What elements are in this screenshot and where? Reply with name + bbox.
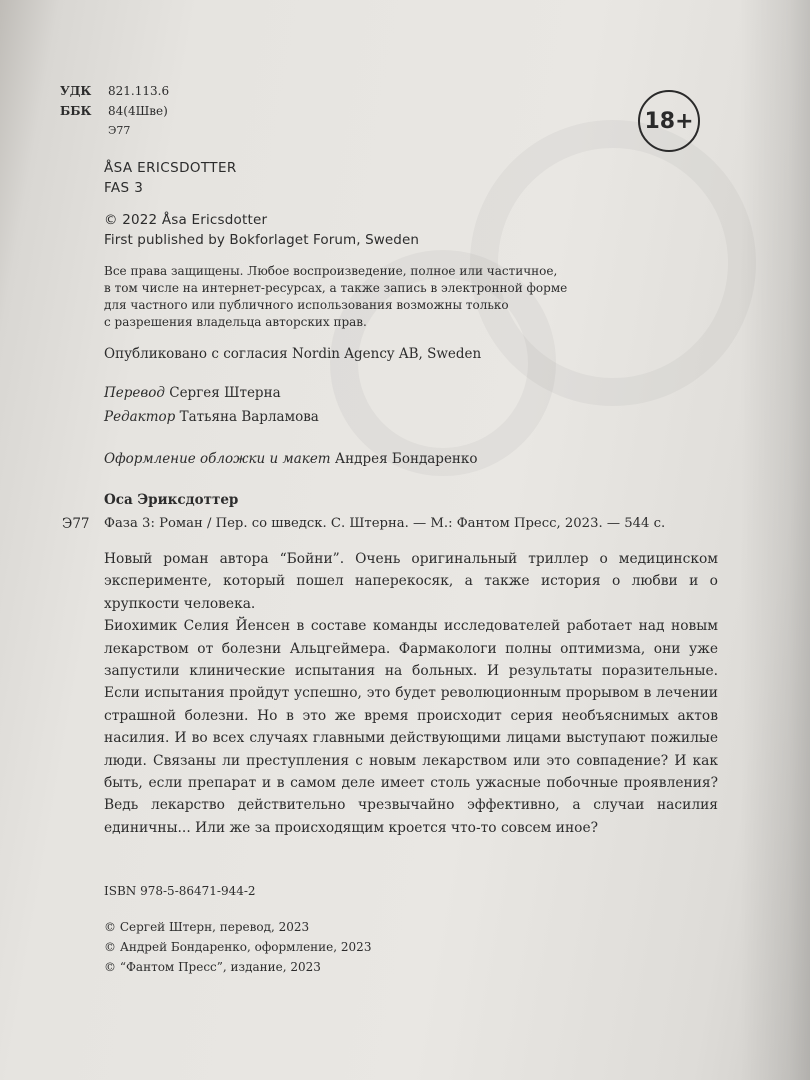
rights-notice-line: в том числе на интернет-ресурсах, а также запись в электронной форме <box>104 281 568 295</box>
copyright-line: © Андрей Бондаренко, оформление, 2023 <box>104 940 372 954</box>
copyright-line: © “Фантом Пресс”, издание, 2023 <box>104 960 321 974</box>
isbn: ISBN 978-5-86471-944-2 <box>104 884 256 898</box>
published-agreement: Опубликовано с согласия Nordin Agency AB, Sweden <box>104 346 482 362</box>
translation-name: Сергея Штерна <box>169 385 281 401</box>
design-name: Андрея Бондаренко <box>334 451 478 467</box>
annotation-paragraph: Биохимик Селия Йенсен в составе команды исследователей работает над новым лекарством от болезни Альцгеймера. Фармакологи полны оптимизма, они уже запустили клинические испытания на больных. И результаты поразительные. Если испытания пройдут успешно, это будет революционным прорывом в лечении страшной болезни. Но в это же время происходит серия необъяснимых актов насилия. И во всех случаях главными действующими лицами выступают пожилые люди. Связаны ли преступления с новым лекарством или это совпадение? И как быть, если препарат и в самом деле имеет столь ужасные побочные проявления? Ведь лекарство действительно чрезвычайно эффективно, а случаи насилия единичны... Или же за происходящим кроется что-то совсем иное? <box>104 618 718 836</box>
catalog-description: Фаза 3: Роман / Пер. со шведск. С. Штерна. — М.: Фантом Пресс, 2023. — 544 с. <box>104 516 666 531</box>
design-credit <box>104 451 478 467</box>
annotation <box>104 548 718 839</box>
translation-credit <box>104 385 281 401</box>
editor-label: Редактор <box>104 409 176 425</box>
copyright-line: © Сергей Штерн, перевод, 2023 <box>104 920 310 934</box>
udk-label: УДК <box>60 84 92 98</box>
annotation-paragraph: Новый роман автора “Бойни”. Очень оригинальный триллер о медицинском эксперименте, который пошел наперекосяк, а также история о любви и о хрупкости человека. <box>104 551 718 612</box>
catalog-mark: Э77 <box>62 516 90 532</box>
catalog-author: Оса Эриксдоттер <box>104 492 239 508</box>
rights-notice-line: с разрешения владельца авторских прав. <box>104 315 367 329</box>
design-label: Оформление обложки и макет <box>104 451 331 467</box>
age-rating-badge: 18+ <box>638 90 700 152</box>
editor-name: Татьяна Варламова <box>179 409 319 425</box>
original-author: ÅSA ERICSDOTTER <box>104 160 237 176</box>
editor-credit <box>104 409 319 425</box>
bbk-value: 84(4Шве) <box>108 104 168 118</box>
rights-notice-line: Все права защищены. Любое воспроизведение, полное или частичное, <box>104 264 558 278</box>
copyright-original: © 2022 Åsa Ericsdotter <box>104 212 268 228</box>
page-edge-shadow <box>740 0 810 1080</box>
rights-notice-line: для частного или публичного использования возможны только <box>104 298 509 312</box>
original-title: FAS 3 <box>104 180 144 196</box>
udk-value: 821.113.6 <box>108 84 170 98</box>
bbk-label: ББК <box>60 104 92 118</box>
first-published: First published by Bokforlaget Forum, Sweden <box>104 232 420 248</box>
translation-label: Перевод <box>104 385 165 401</box>
author-mark: Э77 <box>108 124 131 137</box>
